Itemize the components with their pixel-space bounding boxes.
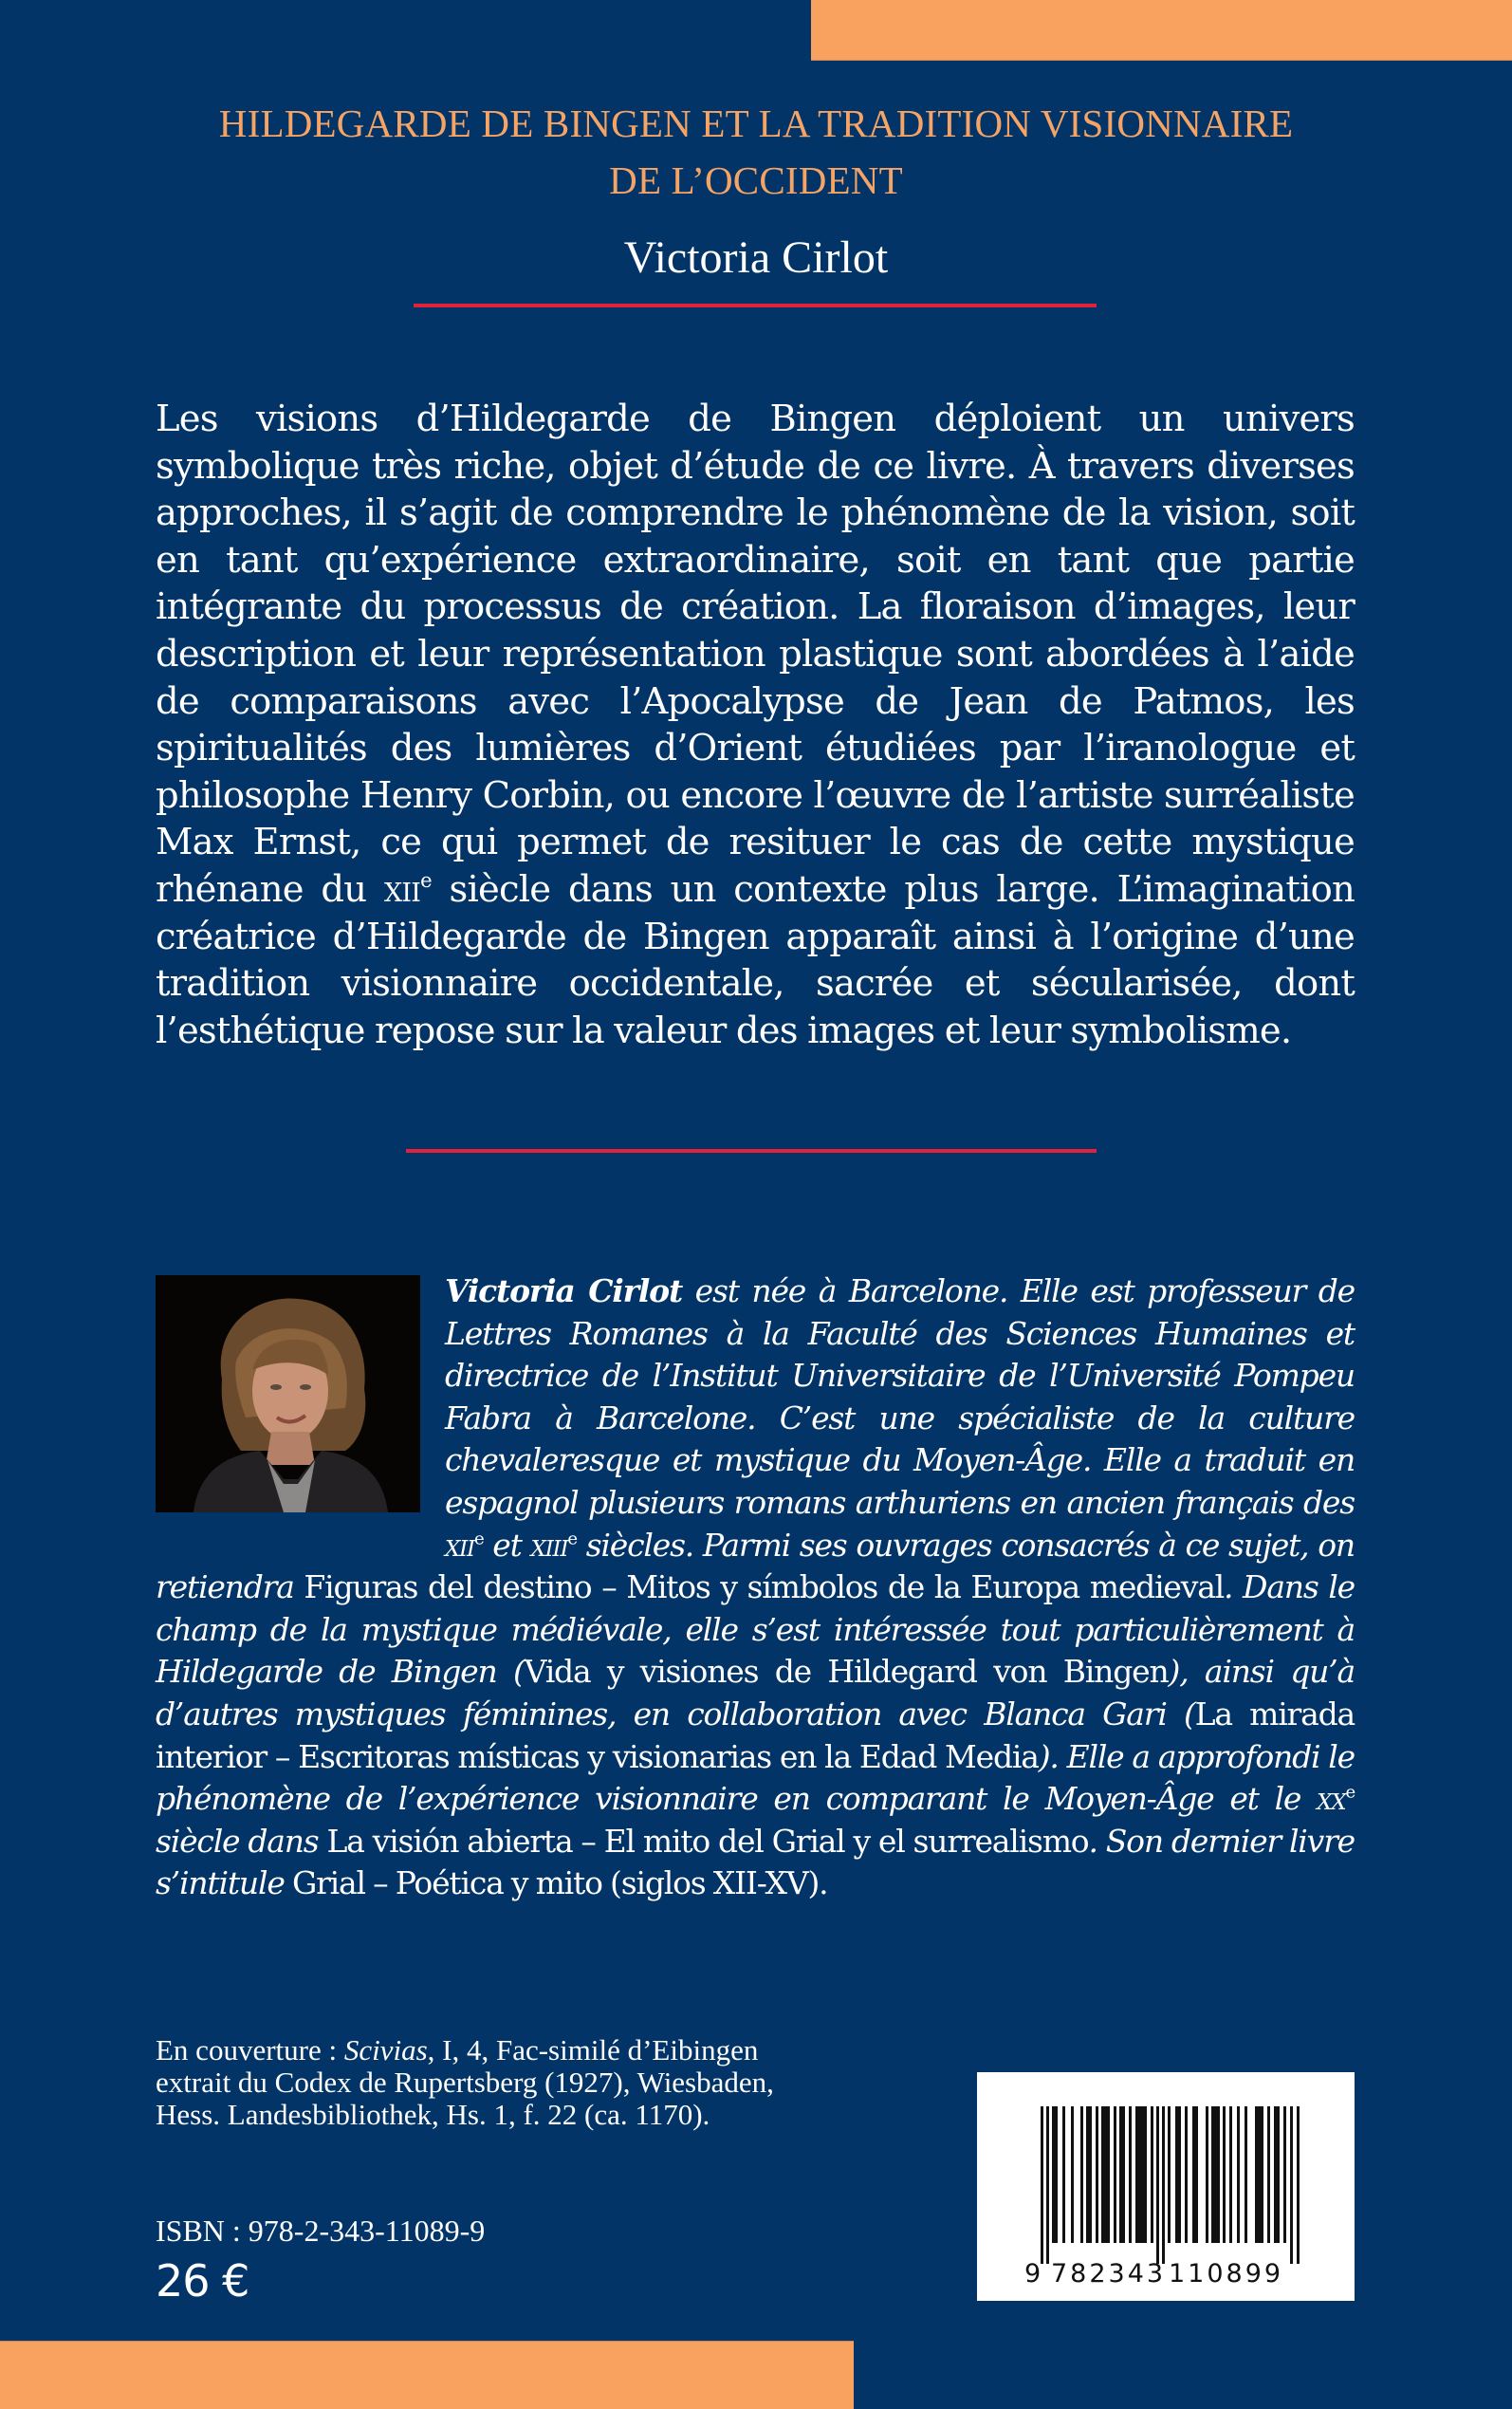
bio-century-20: xx bbox=[1317, 1780, 1346, 1818]
bio-book-2: Vida y visiones de Hildegard von Bingen bbox=[524, 1653, 1169, 1691]
isbn: ISBN : 978-2-343-11089-9 bbox=[156, 2214, 486, 2248]
bio-text-2: et bbox=[483, 1526, 531, 1564]
blurb-century: xii bbox=[383, 867, 421, 911]
blurb-text-2: siècle dans un contexte plus large. L’imagination créatrice d’Hildegarde de Bingen apparaît ainsi à l’origine d’une tradition visionnaire occidentale, sacrée et sécularisée, dont l’esthétique repose sur la valeur des images et leur symbolisme. bbox=[156, 867, 1355, 1052]
bio-book-3: La mirada interior – Escritoras místicas y visionarias en la Edad Media bbox=[156, 1695, 1355, 1775]
bio-text-9: . bbox=[819, 1864, 828, 1902]
bio-sup-2: e bbox=[567, 1528, 577, 1548]
author-biography bbox=[156, 1270, 1355, 1905]
orange-accent-bar-bottom bbox=[0, 2341, 854, 2409]
bio-text-7: siècle dans bbox=[156, 1822, 327, 1860]
barcode-first-digit: 9 bbox=[1024, 2259, 1042, 2289]
bio-text-4: . Dans le champ de la mystique médiévale, elle s’est intéressée tout particulièrement à Hildegarde de Bingen ( bbox=[156, 1568, 1355, 1691]
barcode-right-group: 110899 bbox=[1169, 2259, 1284, 2289]
bio-text-8: . Son dernier livre s’intitule bbox=[156, 1822, 1355, 1902]
credits-line-1-rest: , I, 4, Fac-similé d’Eibingen bbox=[427, 2033, 759, 2066]
credits-work-title: Scivias bbox=[343, 2033, 428, 2066]
divider-rule-bottom bbox=[406, 1149, 1097, 1153]
barcode-left-group: 782343 bbox=[1051, 2259, 1167, 2289]
credits-line-1 bbox=[156, 2034, 820, 2066]
blurb-text-1: Les visions d’Hildegarde de Bingen déploient un univers symbolique très riche, objet d’étude de ce livre. À travers diverses approches, il s’agit de comprendre le phénomène de la vision, soit en tant qu’expérience extraordinaire, soit en tant que partie intégrante du processus de création. La floraison d’images, leur description et leur représentation plastique sont abordées à l’aide de comparaisons avec l’Apocalypse de Jean de Patmos, les spiritualités des lumières d’Orient étudiées par l’iranologue et philosophe Henry Corbin, ou encore l’œuvre de l’artiste surréaliste Max Ernst, ce qui permet de resituer le cas de cette mystique rhénane du bbox=[156, 398, 1355, 911]
bio-book-1: Figuras del destino – Mitos y símbolos de la Europa medieval bbox=[304, 1568, 1225, 1606]
photo-spacer bbox=[156, 1270, 445, 1525]
credits-prefix: En couverture : bbox=[156, 2033, 344, 2066]
book-blurb bbox=[156, 396, 1355, 1054]
bio-century-13: xiii bbox=[530, 1526, 568, 1564]
price: 26 € bbox=[156, 2255, 249, 2307]
credits-line-3: Hess. Landesbibliothek, Hs. 1, f. 22 (ca. 1170). bbox=[156, 2098, 710, 2131]
bio-century-12: xii bbox=[445, 1526, 474, 1564]
orange-accent-bar-top bbox=[811, 0, 1512, 61]
blurb-century-sup: e bbox=[420, 868, 432, 893]
book-title bbox=[0, 95, 1512, 209]
bio-text-6: ). Elle a approfondi le phénomène de l’expérience visionnaire en comparant le Moyen-Âge et le bbox=[156, 1737, 1355, 1818]
credits-line-2: extrait du Codex de Rupertsberg (1927), Wiesbaden, bbox=[156, 2066, 774, 2099]
book-title-line-2: DE L’OCCIDENT bbox=[609, 158, 903, 202]
bio-text-3: siècles. Parmi ses ouvrages consacrés à ce sujet, on retiendra bbox=[156, 1526, 1355, 1606]
book-title-line-1: HILDEGARDE DE BINGEN ET LA TRADITION VISIONNAIRE bbox=[218, 102, 1294, 145]
bio-sup-3: e bbox=[1345, 1782, 1355, 1803]
bio-book-5: Grial – Poética y mito (siglos XII-XV) bbox=[291, 1864, 820, 1902]
cover-credits bbox=[156, 2034, 820, 2131]
divider-rule-top bbox=[414, 304, 1097, 307]
bio-sup-1: e bbox=[473, 1528, 484, 1548]
author-name: Victoria Cirlot bbox=[623, 232, 889, 283]
bio-text-1: est née à Barcelone. Elle est professeur de Lettres Romanes à la Faculté des Sciences Humaines et directrice de l’Institut Universitaire de l’Université Pompeu Fabra à Barcelone. C’est une spécialiste de la culture chevaleresque et mystique du Moyen-Âge. Elle a traduit en espagnol plusieurs romans arthuriens en ancien français des bbox=[445, 1272, 1355, 1521]
bio-text-5: ), ainsi qu’à d’autres mystiques féminines, en collaboration avec Blanca Gari ( bbox=[156, 1653, 1355, 1733]
bio-author-name: Victoria Cirlot bbox=[445, 1272, 683, 1309]
bio-book-4: La visión abierta – El mito del Grial y el surrealismo bbox=[326, 1822, 1089, 1860]
barcode bbox=[977, 2072, 1355, 2301]
